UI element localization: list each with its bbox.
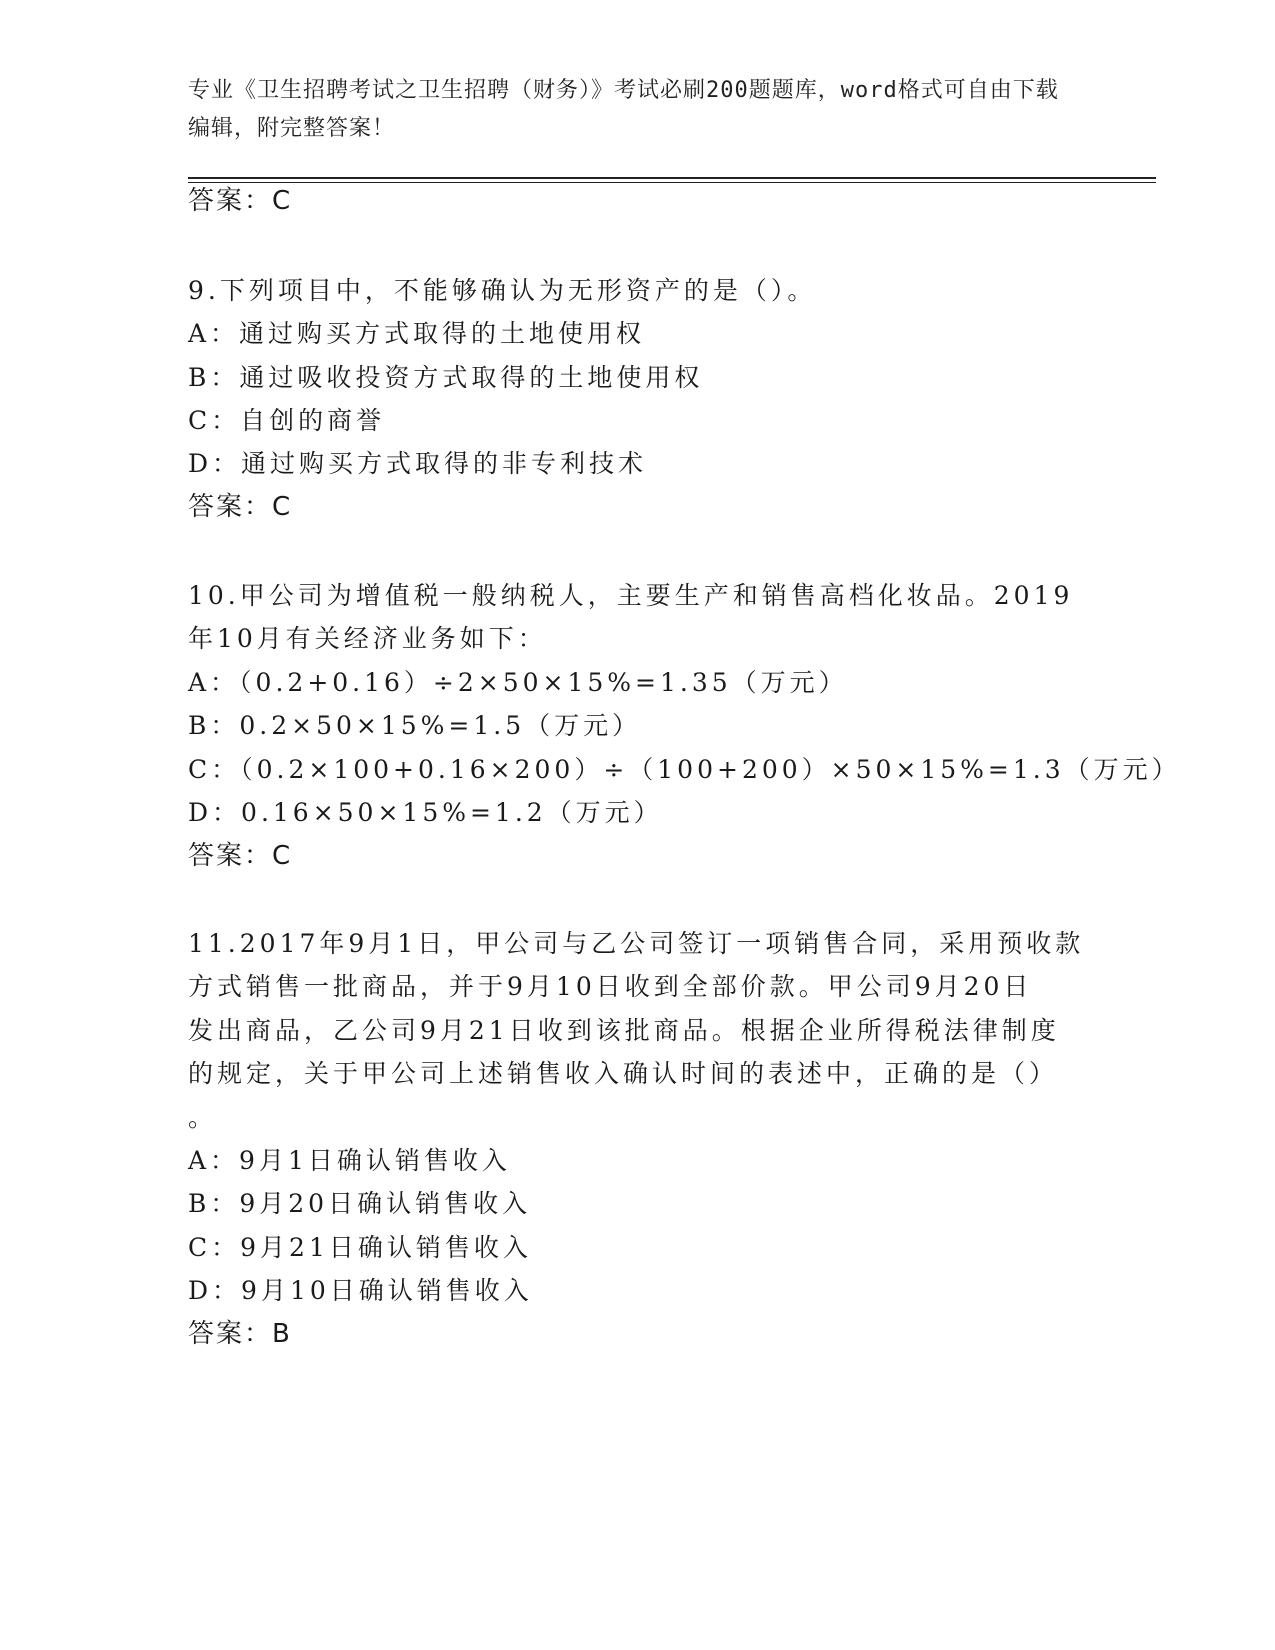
question-11-stem-line-4: 的规定，关于甲公司上述销售收入确认时间的表述中，正确的是（） <box>188 1059 1059 1088</box>
question-11-option-b: B：9月20日确认销售收入 <box>188 1189 532 1218</box>
header-divider-thin <box>188 182 1156 183</box>
question-9-option-c: C：自创的商誉 <box>188 406 386 435</box>
previous-answer: 答案：C <box>188 186 293 216</box>
question-9-option-a: A：通过购买方式取得的土地使用权 <box>188 319 646 348</box>
question-11-option-c: C：9月21日确认销售收入 <box>188 1233 532 1262</box>
question-10-stem-line-2: 年10月有关经济业务如下： <box>188 624 547 653</box>
question-9-option-d: D：通过购买方式取得的非专利技术 <box>188 449 648 478</box>
question-11-stem-line-5: 。 <box>188 1103 218 1132</box>
question-10-answer: 答案：C <box>188 841 293 871</box>
question-9-stem: 9.下列项目中，不能够确认为无形资产的是（）。 <box>188 276 817 305</box>
document-header: 专业《卫生招聘考试之卫生招聘（财务）》考试必刷200题题库，word格式可自由下载编辑，附完整答案！ <box>188 78 1059 141</box>
question-11-option-d: D：9月10日确认销售收入 <box>188 1276 533 1305</box>
question-11-answer: 答案：B <box>188 1319 292 1349</box>
question-11-stem-line-2: 方式销售一批商品，并于9月10日收到全部价款。甲公司9月20日 <box>188 972 1033 1001</box>
question-10-option-b: B：0.2×50×15%=1.5（万元） <box>188 711 642 740</box>
question-9-option-b: B：通过吸收投资方式取得的土地使用权 <box>188 363 704 392</box>
question-11-stem-line-3: 发出商品，乙公司9月21日收到该批商品。根据企业所得税法律制度 <box>188 1016 1060 1045</box>
question-9-answer: 答案：C <box>188 492 293 522</box>
question-11-stem-line-1: 11.2017年9月1日，甲公司与乙公司签订一项销售合同，采用预收款 <box>188 929 1085 958</box>
question-10-option-c: C：（0.2×100+0.16×200）÷（100+200）×50×15%=1.3（万元） <box>188 755 1181 784</box>
question-11-option-a: A：9月1日确认销售收入 <box>188 1146 511 1175</box>
question-10-option-d: D：0.16×50×15%=1.2（万元） <box>188 798 663 827</box>
question-10-option-a: A：（0.2+0.16）÷2×50×15%=1.35（万元） <box>188 668 848 697</box>
header-divider-thick <box>188 177 1156 179</box>
question-10-stem-line-1: 10.甲公司为增值税一般纳税人，主要生产和销售高档化妆品。2019 <box>188 581 1074 610</box>
